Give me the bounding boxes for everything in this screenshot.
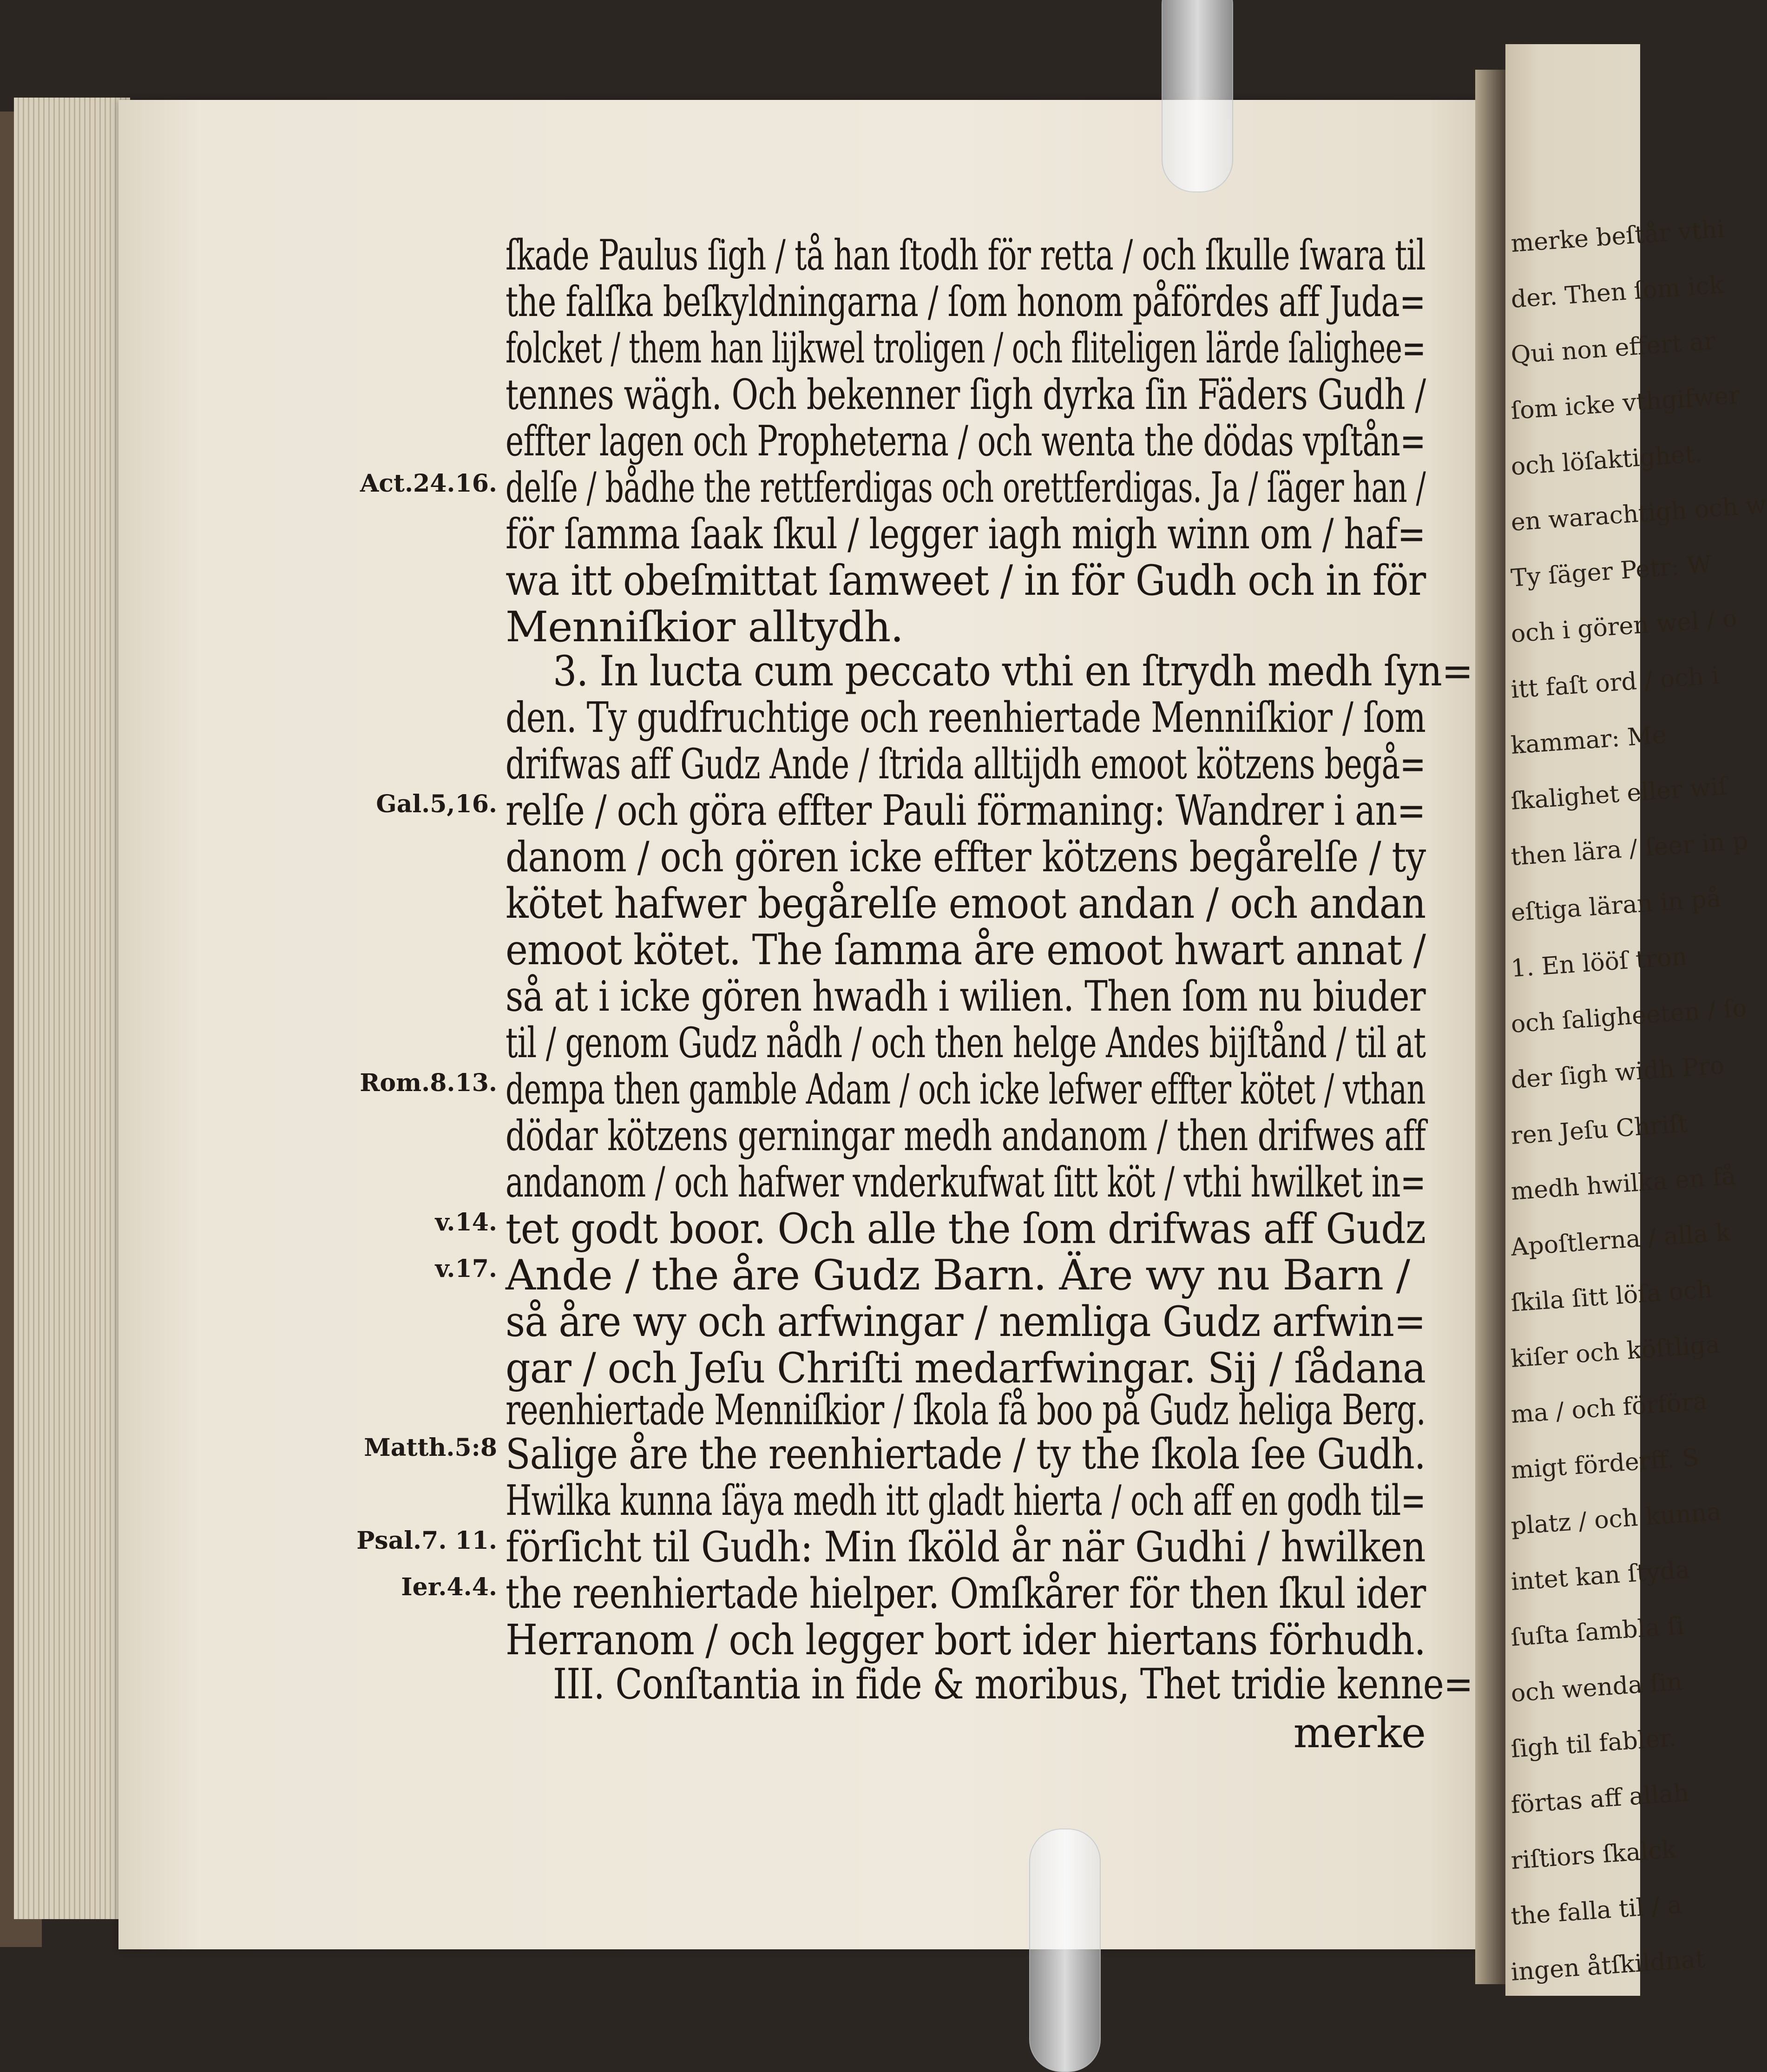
facing-line: ſom icke vthgifwer [1510,381,1741,425]
text-line: reenhiertade Menniſkior / ſkola få boo på Gudz heliga Berg. [506,1386,1426,1434]
facing-line: 1. En lööſ tron [1510,942,1688,983]
facing-line: intet kan ſtyda [1510,1556,1691,1596]
margin-ref-ier: Ier.4.4. [401,1573,497,1601]
facing-line: förtas aff allah [1510,1779,1690,1819]
facing-line: ren Jeſu Chriſt [1510,1110,1689,1150]
text-line: drifwas aff Gudz Ande / ſtrida alltijdh emoot kötzens begå= [506,740,1426,789]
margin-ref-v17: v.17. [435,1255,497,1283]
facing-line: och löſaktighet. [1510,440,1703,481]
facing-line: och i gören wel / o [1510,605,1738,648]
facing-line: eſtiga läran in på [1510,884,1722,927]
facing-line: ſkila ſitt löſa och [1510,1275,1714,1317]
facing-line: itt faſt ord / och i [1510,661,1720,704]
text-line: dödar kötzens gerningar medh andanom / then drifwes aff [506,1112,1426,1160]
margin-ref-matth: Matth.5:8 [364,1434,497,1462]
margin-ref-psal: Psal.7. 11. [356,1526,497,1555]
text-line: Menniſkior alltydh. [506,603,903,651]
facing-page [1505,44,1767,1996]
facing-line: then lära / ſeer in p [1510,827,1749,871]
text-line: kötet hafwer begårelſe emoot andan / och andan [506,879,1426,928]
text-line: emoot kötet. The ſamma åre emoot hwart annat / [506,926,1426,974]
text-line: the falſka beſkyldningarna / ſom honom påfördes aff Juda= [506,277,1425,326]
text-line: wa itt obeſmittat ſamweet / in för Gudh och in för [506,556,1426,605]
text-line: the reenhiertade hielper. Omſkårer för then ſkul ider [506,1569,1426,1618]
facing-line: ſuſta ſambla ſi [1510,1612,1685,1652]
text-line: Herranom / och legger bort ider hiertans förhudh. [506,1616,1425,1664]
text-line: tennes wägh. Och bekenner ſigh dyrka ſin Fäders Gudh / [506,370,1426,419]
text-line: Ande / the åre Gudz Barn. Äre wy nu Barn / [506,1251,1410,1300]
text-line: förſicht til Gudh: Min ſköld år när Gudhi / hwilken [506,1523,1425,1572]
facing-line: merke beſtår vthi [1510,215,1726,258]
facing-line: der ſigh widh Pro [1510,1051,1726,1094]
facing-line: Qui non effert ar [1510,327,1716,369]
facing-line: migt förderff. S [1510,1443,1700,1485]
text-line: Salige åre the reenhiertade / ty the ſkola ſee Gudh. [506,1430,1425,1479]
facing-line: platz / och kunna [1510,1498,1722,1540]
text-line: för ſamma ſaak ſkul / legger iagh migh winn om / haf= [506,510,1425,559]
text-line: relſe / och göra effter Pauli förmaning: Wandrer i an= [506,786,1425,835]
text-line: danom / och gören icke effter kötzens begårelſe / ty [506,833,1426,881]
text-line: så at i icke gören hwadh i wilien. Then ſom nu biuder [506,972,1425,1021]
facing-line: ma / och förföra [1510,1387,1708,1429]
text-line: III. Conſtantia in fide & moribus, Thet tridie kenne= [553,1660,1473,1709]
facing-line: ſigh til fabler. [1510,1724,1677,1763]
text-line: gar / och Jeſu Chriſti medarfwingar. Sij / ſådana [506,1344,1426,1393]
text-line: 3. In lucta cum peccato vthi en ſtrydh medh ſyn= [553,647,1473,696]
facing-line: Apoſtlerna / alla k [1510,1218,1731,1262]
margin-ref-rom: Rom.8.13. [360,1069,497,1097]
text-line: andanom / och hafwer vnderkufwat ſitt köt / vthi hwilket in= [506,1158,1426,1207]
text-line: tet godt boor. Och alle the ſom drifwas aff Gudz [506,1204,1426,1253]
text-line: den. Ty gudfruchtige och reenhiertade Menniſkior / ſom [506,693,1426,742]
facing-line: ingen åtſkildnat [1510,1945,1706,1986]
facing-line: en warachtigh och w [1510,491,1767,537]
facing-line: ſkalighet eller wiſ [1510,772,1728,816]
text-line: til / genom Gudz nådh / och then helge Andes bijſtånd / til at [506,1019,1426,1067]
text-line: Hwilka kunna ſäya medh itt gladt hierta / och aff en godh til= [506,1476,1426,1525]
facing-line: och wenda ſin [1510,1668,1683,1708]
margin-ref-v14: v.14. [435,1208,497,1237]
page-clip-bottom [1029,1829,1101,2072]
text-line: effter lagen och Propheterna / och wenta the dödas vpſtån= [506,417,1425,466]
margin-ref-act: Act.24.16. [360,469,497,498]
facing-line: medh hwilka en få [1510,1162,1737,1206]
margin-ref-gal: Gal.5,16. [376,790,497,818]
catchword: merke [1293,1709,1425,1757]
page-clip-top [1162,0,1233,192]
facing-line: kammar: Me [1510,721,1668,760]
facing-line: Ty ſäger Petr: W [1510,550,1713,592]
text-line: delſe / bådhe the rettferdigas och orettferdigas. Ja / ſäger han / [506,463,1426,512]
facing-line: der. Then ſom ick [1510,271,1725,314]
text-line: folcket / them han lijkwel troligen / och fliteligen lärde ſalighee= [506,324,1426,373]
facing-line: kiſer och köſtliga [1510,1330,1721,1373]
text-line: så åre wy och arfwingar / nemliga Gudz arfwin= [506,1297,1425,1346]
text-line: dempa then gamble Adam / och icke lefwer effter kötet / vthan [506,1065,1425,1114]
facing-line: och ſaligheeten / ſo [1510,994,1748,1039]
text-line: ſkade Paulus ſigh / tå han ſtodh för retta / och ſkulle ſwara til [506,231,1425,280]
facing-line: the falla til / a [1510,1891,1683,1931]
page-stack-edge [14,98,130,1919]
facing-line: riſtiors ſkalck [1510,1835,1677,1875]
